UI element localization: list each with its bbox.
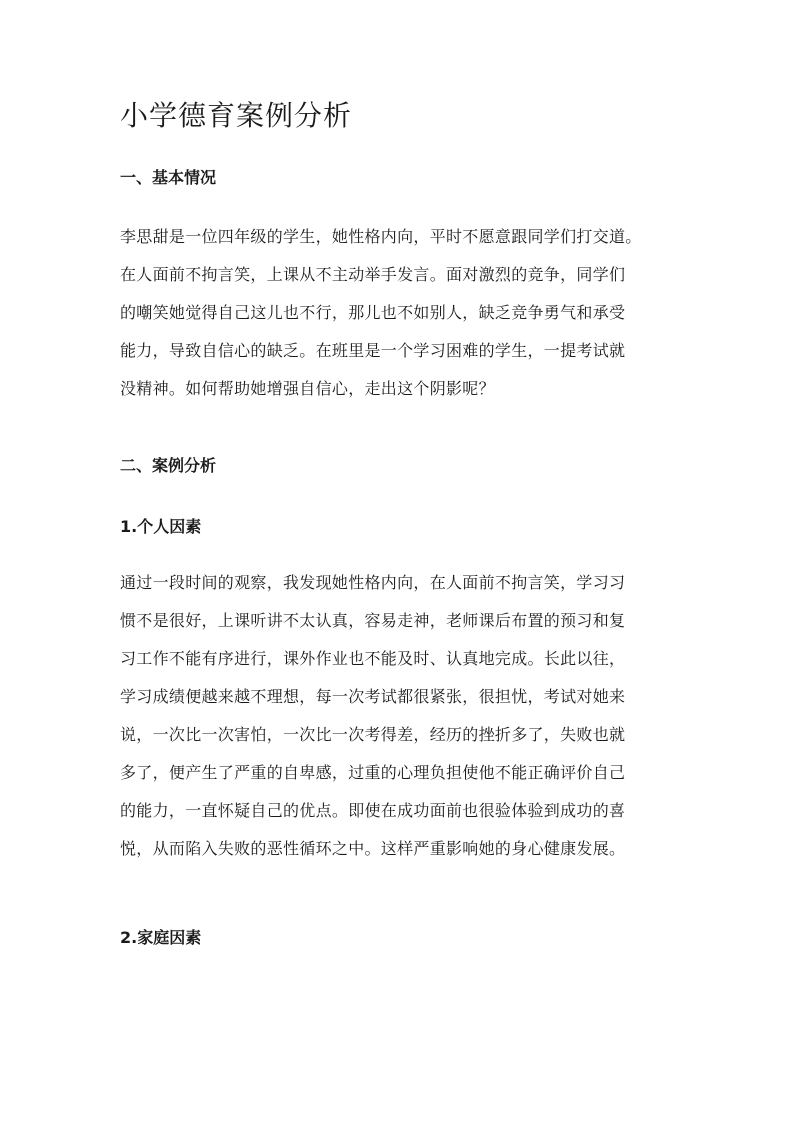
paragraph-line: 能力，导致自信心的缺乏。在班里是一个学习困难的学生，一提考试就 — [120, 341, 626, 360]
paragraph-line: 的能力，一直怀疑自己的优点。即使在成功面前也很验体验到成功的喜 — [120, 801, 626, 820]
page-title: 小学德育案例分析 — [120, 99, 353, 132]
paragraph-line: 学习成绩便越来越不理想，每一次考试都很紧张，很担忧，考试对她来 — [120, 687, 626, 706]
paragraph-line: 说，一次比一次害怕，一次比一次考得差，经历的挫折多了，失败也就 — [120, 725, 626, 744]
paragraph-line: 在人面前不拘言笑，上课从不主动举手发言。面对激烈的竞争，同学们 — [120, 265, 626, 284]
paragraph-line: 习工作不能有序进行，课外作业也不能及时、认真地完成。长此以往， — [120, 649, 626, 668]
paragraph-basic-situation — [120, 218, 680, 408]
paragraph-line: 李思甜是一位四年级的学生，她性格内向，平时不愿意跟同学们打交道。 — [120, 227, 642, 246]
section-heading-analysis: 二、案例分析 — [120, 456, 217, 475]
paragraph-line: 多了，便产生了严重的自卑感，过重的心理负担使他不能正确评价自己 — [120, 763, 626, 782]
subheading-personal-factors: 1.个人因素 — [120, 517, 202, 536]
paragraph-line: 通过一段时间的观察，我发现她性格内向，在人面前不拘言笑，学习习 — [120, 573, 626, 592]
paragraph-line: 悦，从而陷入失败的恶性循环之中。这样严重影响她的身心健康发展。 — [120, 839, 626, 858]
subheading-family-factors: 2.家庭因素 — [120, 928, 202, 947]
paragraph-line: 没精神。如何帮助她增强自信心，走出这个阴影呢？ — [120, 379, 495, 398]
paragraph-personal-factors — [120, 564, 680, 868]
paragraph-line: 的嘲笑她觉得自己这儿也不行，那儿也不如别人，缺乏竞争勇气和承受 — [120, 303, 626, 322]
paragraph-line: 惯不是很好，上课听讲不太认真，容易走神，老师课后布置的预习和复 — [120, 611, 626, 630]
section-heading-basic: 一、基本情况 — [120, 168, 217, 187]
